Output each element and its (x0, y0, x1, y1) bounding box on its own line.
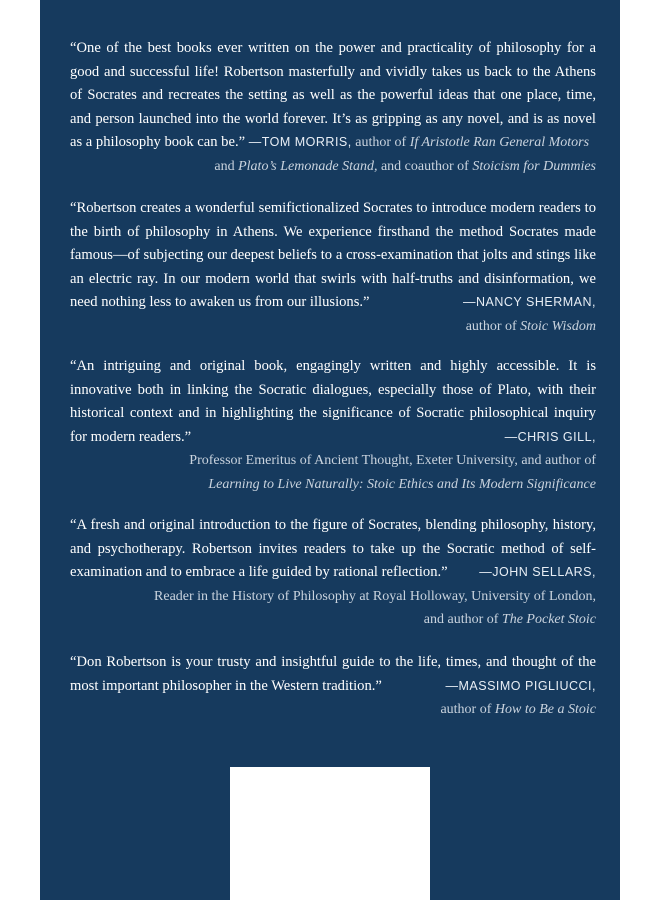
blurb-quote (70, 651, 596, 698)
blurb-john-sellars (70, 514, 596, 632)
credit-book-title: Stoicism for Dummies (472, 158, 596, 174)
credit-text: and coauthor of (377, 158, 473, 174)
blurb-credit (70, 698, 596, 722)
quote-text: “An intriguing and original book, engagingly written and highly accessible. It is innovative both in linking the Socratic dialogues, especially those of Plato, with their historical context and in highlighting the significance of Socratic philosophical inquiry for modern readers.” (70, 358, 596, 445)
blurb-nancy-sherman (70, 197, 596, 339)
attribution-name: —TOM MORRIS, (248, 135, 352, 150)
credit-book-title: If Aristotle Ran General Motors (409, 135, 590, 151)
credit-book-title: The Pocket Stoic (501, 612, 596, 628)
credit-book-title: How to Be a Stoic (494, 702, 596, 718)
credit-book-title: Plato’s Lemonade Stand, (238, 158, 378, 174)
blurb-credit (70, 473, 596, 497)
attribution-name: —MASSIMO PIGLIUCCI, (445, 678, 596, 693)
credit-book-title: Stoic Wisdom (520, 318, 596, 334)
blurb-quote (70, 197, 596, 315)
blurb-quote (70, 355, 596, 449)
quote-text: “One of the best books ever written on the power and practicality of philosophy for a good and successful life! Robertson masterfully and vividly takes us back to the Athens of Socrates and recreates the setting as well as the powerful ideas that one place, time, and person launched into the world forever. It’s as gripping as any novel, and is as novel as a philosophy book can be.” (70, 40, 596, 151)
quote-text: “A fresh and original introduction to the figure of Socrates, blending philosophy, history, and psychotherapy. Robertson invites readers to take up the Socratic method of self-examination and to embrace a life guided by rational reflection.” (70, 517, 596, 581)
blurb-credit: Professor Emeritus of Ancient Thought, Exeter University, and author of (189, 453, 596, 469)
attribution-name: —JOHN SELLARS, (479, 565, 596, 580)
attribution-name: —CHRIS GILL, (504, 429, 596, 444)
credit-text: author of (465, 318, 521, 334)
barcode-area (230, 767, 430, 900)
quote-text: “Don Robertson is your trusty and insightful guide to the life, times, and thought of the most important philosopher in the Western tradition.” (70, 654, 596, 694)
blurb-quote (70, 514, 596, 585)
blurb-credit: Reader in the History of Philosophy at Royal Holloway, University of London, (154, 588, 596, 604)
quote-text: “Robertson creates a wonderful semifictionalized Socrates to introduce modern readers to the birth of philosophy in Athens. We experience firsthand the method Socrates made famous—of subjecting our deepest beliefs to a cross-examination that jolts and stings like an electric ray. In our modern world that swirls with half-truths and disinformation, we need nothing less to awaken us from our illusions.” (70, 200, 596, 311)
blurb-credit (70, 315, 596, 339)
blurb-quote (70, 37, 596, 155)
credit-text: author of (351, 135, 410, 151)
attribution-name: —NANCY SHERMAN, (463, 295, 596, 310)
attribution (249, 135, 589, 150)
blurb-massimo-pigliucci (70, 651, 596, 722)
blurb-credit (70, 608, 596, 632)
credit-book-title: Learning to Live Naturally: Stoic Ethics and Its Modern Significance (208, 476, 596, 492)
blurb-credit (70, 155, 596, 179)
credit-text: author of (440, 702, 495, 718)
credit-text: and (214, 158, 239, 174)
credit-text: and author of (423, 612, 502, 628)
blurb-tom-morris (70, 37, 596, 179)
blurb-chris-gill (70, 355, 596, 497)
back-cover (40, 0, 620, 900)
